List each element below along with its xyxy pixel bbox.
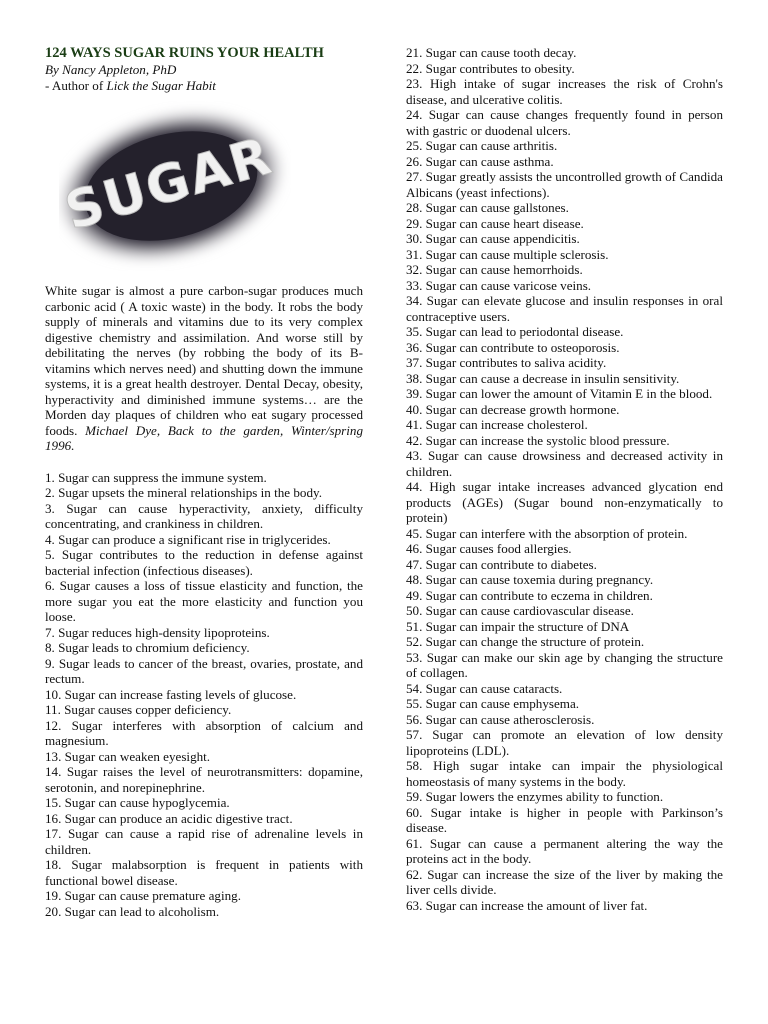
list-item: 15. Sugar can cause hypoglycemia. bbox=[45, 795, 230, 810]
list-item: 18. Sugar malabsorption is frequent in patients with functional bowel disease. bbox=[45, 857, 363, 888]
list-item: 10. Sugar can increase fasting levels of glucose. bbox=[45, 686, 297, 702]
list-item: 4. Sugar can produce a significant rise in triglycerides. bbox=[45, 531, 331, 547]
list-item: 44. High sugar intake increases advanced glycation end products (AGEs) (Sugar bound non-enzymatically to protein) bbox=[406, 479, 723, 525]
list-item: 48. Sugar can cause toxemia during pregnancy. bbox=[406, 572, 654, 587]
list-item: 6. Sugar causes a loss of tissue elasticity and function, the more sugar you eat the more elasticity and function you loose. bbox=[45, 578, 363, 624]
list-item: 9. Sugar leads to cancer of the breast, ovaries, prostate, and rectum. bbox=[45, 655, 363, 686]
list-item: 39. Sugar can lower the amount of Vitamin E in the blood. bbox=[406, 386, 713, 401]
list-item: 54. Sugar can cause cataracts. bbox=[406, 680, 563, 696]
book-title: Lick the Sugar Habit bbox=[106, 77, 216, 93]
intro-citation: Michael Dye, Back to the garden, Winter/spring 1996. bbox=[45, 422, 363, 453]
list-item: 45. Sugar can interfere with the absorption of protein. bbox=[406, 525, 688, 541]
list-item: 1. Sugar can suppress the immune system. bbox=[45, 469, 267, 485]
list-item: 63. Sugar can increase the amount of liver fat. bbox=[406, 897, 648, 913]
list-item: 58. High sugar intake can impair the physiological homeostasis of many systems in the body. bbox=[406, 758, 723, 789]
intro-paragraph bbox=[45, 283, 363, 454]
list-item: 13. Sugar can weaken eyesight. bbox=[45, 748, 211, 764]
right-column bbox=[406, 45, 723, 913]
list-item: 49. Sugar can contribute to eczema in children. bbox=[406, 587, 653, 603]
sugar-word: SUGAR bbox=[59, 126, 280, 243]
list-item: 17. Sugar can cause a rapid rise of adrenaline levels in children. bbox=[45, 826, 363, 857]
list-item: 2. Sugar upsets the mineral relationships in the body. bbox=[45, 485, 322, 500]
left-column bbox=[45, 45, 363, 919]
list-item: 21. Sugar can cause tooth decay. bbox=[406, 45, 577, 60]
list-item: 41. Sugar can increase cholesterol. bbox=[406, 417, 588, 432]
list-item: 36. Sugar can contribute to osteoporosis. bbox=[406, 339, 620, 355]
list-item: 51. Sugar can impair the structure of DNA bbox=[406, 618, 630, 634]
list-item: 28. Sugar can cause gallstones. bbox=[406, 200, 569, 215]
list-item: 12. Sugar interferes with absorption of calcium and magnesium. bbox=[45, 717, 363, 748]
list-item: 23. High intake of sugar increases the risk of Crohn's disease, and ulcerative colitis. bbox=[406, 76, 723, 107]
list-item: 35. Sugar can lead to periodontal disease. bbox=[406, 324, 624, 339]
list-item: 27. Sugar greatly assists the uncontrolled growth of Candida Albicans (yeast infections). bbox=[406, 169, 723, 200]
list-item: 55. Sugar can cause emphysema. bbox=[406, 696, 580, 711]
list-item: 38. Sugar can cause a decrease in insulin sensitivity. bbox=[406, 370, 680, 386]
ways-list-right bbox=[406, 45, 723, 913]
list-item: 34. Sugar can elevate glucose and insulin responses in oral contraceptive users. bbox=[406, 293, 723, 324]
list-item: 47. Sugar can contribute to diabetes. bbox=[406, 556, 597, 572]
list-item: 60. Sugar intake is higher in people with Parkinson’s disease. bbox=[406, 804, 723, 835]
author-line bbox=[45, 78, 363, 94]
list-item: 40. Sugar can decrease growth hormone. bbox=[406, 401, 620, 417]
intro-text: White sugar is almost a pure carbon-sugar produces much carbonic acid ( A toxic waste) in the body. It robs the body supply of minerals and vitamins due to its very complex digestive chemistry and assimilation. And worse still by debilitating the nerves (by robbing the body of its B-vitamins which nerves need) and shutting down the immune systems, it is a great health destroyer. Dental Decay, obesity, hyperactivity and diminished immune systems… are the Morden day plaques of children who eat sugary processed foods. bbox=[45, 283, 363, 438]
list-item: 19. Sugar can cause premature aging. bbox=[45, 888, 241, 903]
list-item: 7. Sugar reduces high-density lipoproteins. bbox=[45, 624, 270, 640]
list-item: 25. Sugar can cause arthritis. bbox=[406, 138, 558, 153]
list-item: 20. Sugar can lead to alcoholism. bbox=[45, 903, 220, 919]
list-item: 26. Sugar can cause asthma. bbox=[406, 153, 554, 169]
list-item: 46. Sugar causes food allergies. bbox=[406, 541, 572, 556]
list-item: 59. Sugar lowers the enzymes ability to function. bbox=[406, 789, 664, 804]
list-item: 3. Sugar can cause hyperactivity, anxiety, difficulty concentrating, and crankiness in children. bbox=[45, 500, 363, 531]
list-item: 57. Sugar can promote an elevation of low density lipoproteins (LDL). bbox=[406, 727, 723, 758]
list-item: 37. Sugar contributes to saliva acidity. bbox=[406, 355, 607, 370]
list-item: 8. Sugar leads to chromium deficiency. bbox=[45, 640, 250, 655]
list-item: 5. Sugar contributes to the reduction in defense against bacterial infection (infectious diseases). bbox=[45, 547, 363, 578]
byline: By Nancy Appleton, PhD bbox=[45, 62, 177, 77]
sugar-image bbox=[59, 101, 291, 271]
ways-list-left bbox=[45, 470, 363, 920]
list-item: 43. Sugar can cause drowsiness and decreased activity in children. bbox=[406, 448, 723, 479]
document-title: 124 WAYS SUGAR RUINS YOUR HEALTH bbox=[45, 45, 324, 61]
author-prefix: - Author of bbox=[45, 77, 107, 93]
list-item: 50. Sugar can cause cardiovascular disease. bbox=[406, 603, 634, 618]
list-item: 32. Sugar can cause hemorrhoids. bbox=[406, 262, 583, 277]
list-item: 56. Sugar can cause atherosclerosis. bbox=[406, 711, 595, 727]
list-item: 29. Sugar can cause heart disease. bbox=[406, 215, 584, 231]
list-item: 11. Sugar causes copper deficiency. bbox=[45, 702, 232, 717]
list-item: 16. Sugar can produce an acidic digestive tract. bbox=[45, 810, 293, 826]
list-item: 14. Sugar raises the level of neurotransmitters: dopamine, serotonin, and norepinephrine. bbox=[45, 764, 363, 795]
list-item: 30. Sugar can cause appendicitis. bbox=[406, 231, 580, 246]
list-item: 31. Sugar can cause multiple sclerosis. bbox=[406, 246, 609, 262]
list-item: 42. Sugar can increase the systolic blood pressure. bbox=[406, 432, 670, 448]
list-item: 62. Sugar can increase the size of the liver by making the liver cells divide. bbox=[406, 866, 723, 897]
list-item: 61. Sugar can cause a permanent altering the way the proteins act in the body. bbox=[406, 835, 723, 866]
list-item: 52. Sugar can change the structure of protein. bbox=[406, 634, 645, 649]
list-item: 33. Sugar can cause varicose veins. bbox=[406, 277, 592, 293]
list-item: 22. Sugar contributes to obesity. bbox=[406, 60, 575, 76]
list-item: 24. Sugar can cause changes frequently found in person with gastric or duodenal ulcers. bbox=[406, 107, 723, 138]
list-item: 53. Sugar can make our skin age by changing the structure of collagen. bbox=[406, 649, 723, 680]
